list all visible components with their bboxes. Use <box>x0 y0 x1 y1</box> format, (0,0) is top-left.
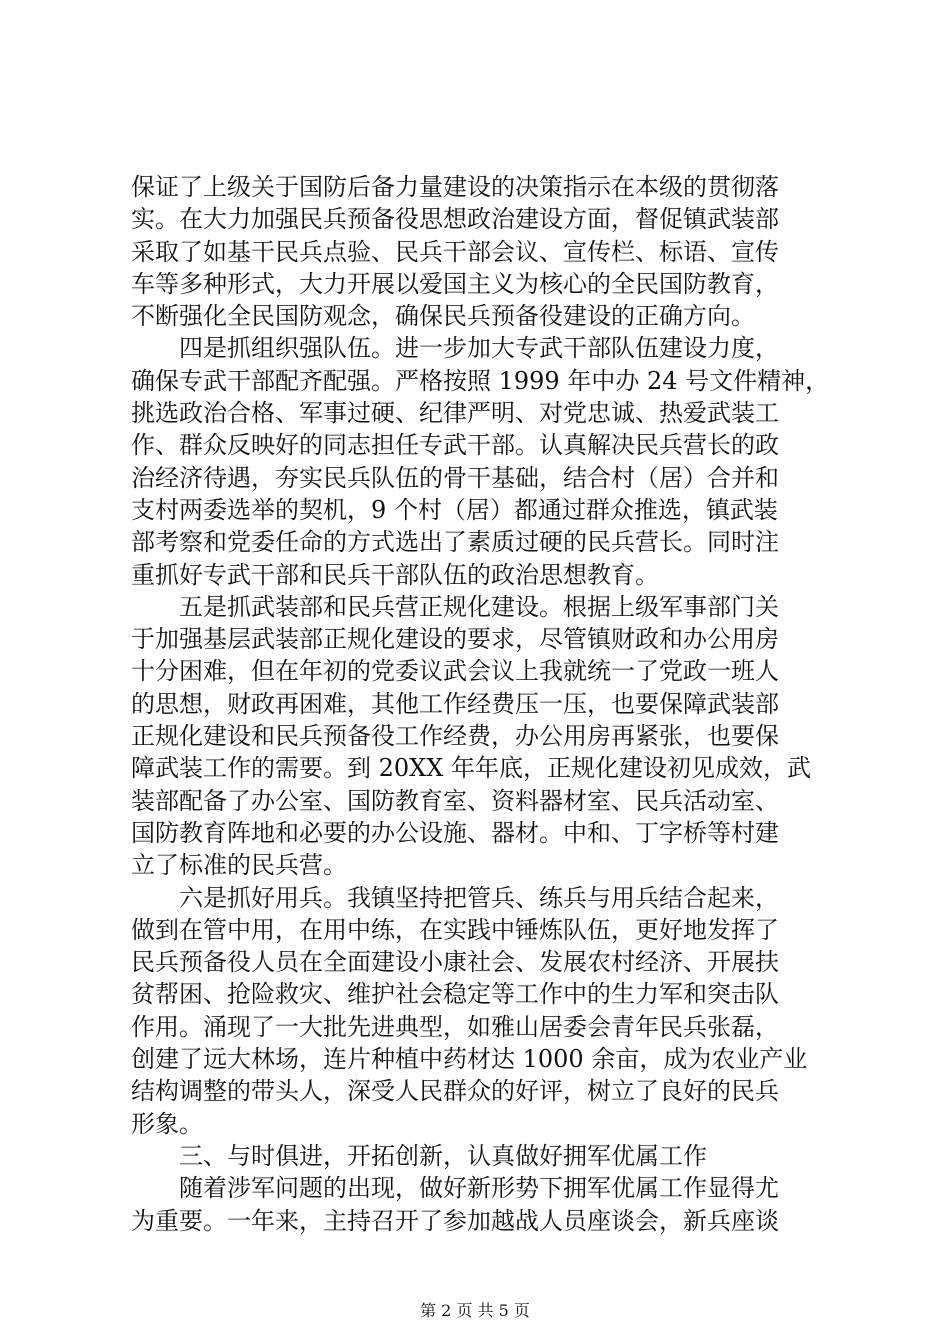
text-line: 保证了上级关于国防后备力量建设的决策指示在本级的贯彻落 <box>131 173 779 201</box>
text-line: 随着涉军问题的出现，做好新形势下拥军优属工作显得尤 <box>131 1174 779 1203</box>
text-line: 六是抓好用兵。我镇坚持把管兵、练兵与用兵结合起来， <box>131 883 779 912</box>
text-line: 贫帮困、抢险救灾、维护社会稳定等工作中的生力军和突击队 <box>131 980 779 1009</box>
text-line: 治经济待遇，夯实民兵队伍的骨干基础，结合村（居）合并和 <box>131 463 779 492</box>
text-line: 重抓好专武干部和民兵干部队伍的政治思想教育。 <box>131 560 659 589</box>
text-line: 创建了远大林场，连片种植中药材达 1000 余亩，成为农业产业 <box>131 1045 808 1074</box>
text-line: 形象。 <box>131 1109 203 1138</box>
text-line: 车等多种形式，大力开展以爱国主义为核心的全民国防教育， <box>131 269 779 298</box>
text-line: 五是抓武装部和民兵营正规化建设。根据上级军事部门关 <box>131 592 779 621</box>
text-line: 部考察和党委任命的方式选出了素质过硬的民兵营长。同时注 <box>131 528 779 557</box>
body-text <box>131 171 831 1237</box>
text-line: 为重要。一年来，主持召开了参加越战人员座谈会，新兵座谈 <box>131 1206 779 1235</box>
text-line: 作、群众反映好的同志担任专武干部。认真解决民兵营长的政 <box>131 431 779 460</box>
text-line: 于加强基层武装部正规化建设的要求，尽管镇财政和办公用房 <box>131 625 779 654</box>
text-line: 结构调整的带头人，深受人民群众的好评，树立了良好的民兵 <box>131 1077 779 1106</box>
text-line: 障武装工作的需要。到 20XX 年年底，正规化建设初见成效，武 <box>131 754 811 783</box>
text-line: 采取了如基干民兵点验、民兵干部会议、宣传栏、标语、宣传 <box>131 237 779 266</box>
text-line: 的思想，财政再困难，其他工作经费压一压，也要保障武装部 <box>131 689 779 718</box>
text-line: 作用。涌现了一大批先进典型，如雅山居委会青年民兵张磊， <box>131 1012 779 1041</box>
text-line: 十分困难，但在年初的党委议武会议上我就统一了党政一班人 <box>131 657 779 686</box>
section-heading: 三、与时俱进，开拓创新，认真做好拥军优属工作 <box>131 1141 707 1170</box>
text-line: 民兵预备役人员在全面建设小康社会、发展农村经济、开展扶 <box>131 948 779 977</box>
text-line: 国防教育阵地和必要的办公设施、器材。中和、丁字桥等村建 <box>131 818 779 847</box>
text-line: 四是抓组织强队伍。进一步加大专武干部队伍建设力度， <box>131 334 779 363</box>
text-line: 立了标准的民兵营。 <box>131 851 347 880</box>
text-line: 支村两委选举的契机，9 个村（居）都通过群众推选，镇武装 <box>131 495 778 524</box>
text-line: 实。在大力加强民兵预备役思想政治建设方面，督促镇武装部 <box>131 205 779 234</box>
text-line: 做到在管中用，在用中练，在实践中锤炼队伍，更好地发挥了 <box>131 915 779 944</box>
page-number-label: 第 2 页 共 5 页 <box>420 1301 530 1320</box>
text-line: 不断强化全民国防观念，确保民兵预备役建设的正确方向。 <box>131 302 755 331</box>
text-line: 挑选政治合格、军事过硬、纪律严明、对党忠诚、热爱武装工 <box>131 399 779 428</box>
text-line: 装部配备了办公室、国防教育室、资料器材室、民兵活动室、 <box>131 786 779 815</box>
text-line: 确保专武干部配齐配强。严格按照 1999 年中办 24 号文件精神， <box>131 366 830 395</box>
page-footer <box>0 1298 950 1321</box>
text-line: 正规化建设和民兵预备役工作经费，办公用房再紧张，也要保 <box>131 722 779 751</box>
